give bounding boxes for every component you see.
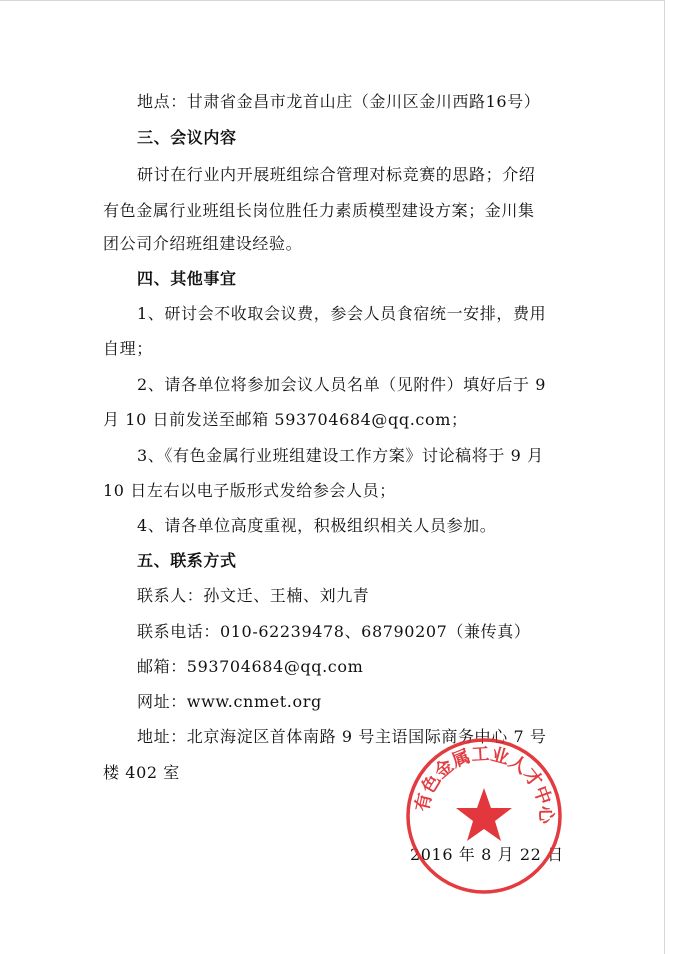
- item-3-line-1: 3、《有色金属行业班组建设工作方案》讨论稿将于 9 月: [137, 446, 544, 465]
- official-seal-stamp: [404, 736, 564, 896]
- section-4-title: 四、其他事宜: [137, 269, 237, 288]
- section-3-line-1: 研讨在行业内开展班组综合管理对标竞赛的思路；介绍: [137, 165, 536, 184]
- contact-phone: 联系电话：010-62239478、68790207（兼传真）: [137, 622, 531, 641]
- seal-text: 有色金属工业人才中心: [411, 743, 557, 824]
- item-2-line-2: 月 10 日前发送至邮箱 593704684@qq.com；: [103, 410, 468, 429]
- meeting-location: 地点：甘肃省金昌市龙首山庄（金川区金川西路16号）: [137, 92, 541, 111]
- contact-address-line-1: 地址：北京海淀区首体南路 9 号主语国际商务中心 7 号: [137, 727, 547, 746]
- item-3-line-2: 10 日左右以电子版形式发给参会人员；: [103, 481, 396, 500]
- contact-persons: 联系人：孙文迁、王楠、刘九青: [137, 586, 370, 605]
- item-1-line-2: 自理；: [103, 339, 153, 358]
- item-2-line-1: 2、请各单位将参加会议人员名单（见附件）填好后于 9: [137, 375, 547, 394]
- seal-star-icon: [456, 788, 512, 841]
- section-3-line-3: 团公司介绍班组建设经验。: [103, 234, 303, 253]
- contact-website: 网址：www.cnmet.org: [137, 692, 322, 711]
- contact-address-line-2: 楼 402 室: [103, 763, 180, 782]
- section-3-title: 三、会议内容: [137, 128, 237, 147]
- item-1-line-1: 1、研讨会不收取会议费，参会人员食宿统一安排，费用: [137, 304, 547, 323]
- section-5-title: 五、联系方式: [137, 551, 237, 570]
- section-3-line-2: 有色金属行业班组长岗位胜任力素质模型建设方案；金川集: [103, 201, 535, 220]
- contact-email: 邮箱：593704684@qq.com: [137, 657, 364, 676]
- item-4: 4、请各单位高度重视，积极组织相关人员参加。: [137, 516, 497, 535]
- document-date: 2016 年 8 月 22 日: [410, 845, 564, 864]
